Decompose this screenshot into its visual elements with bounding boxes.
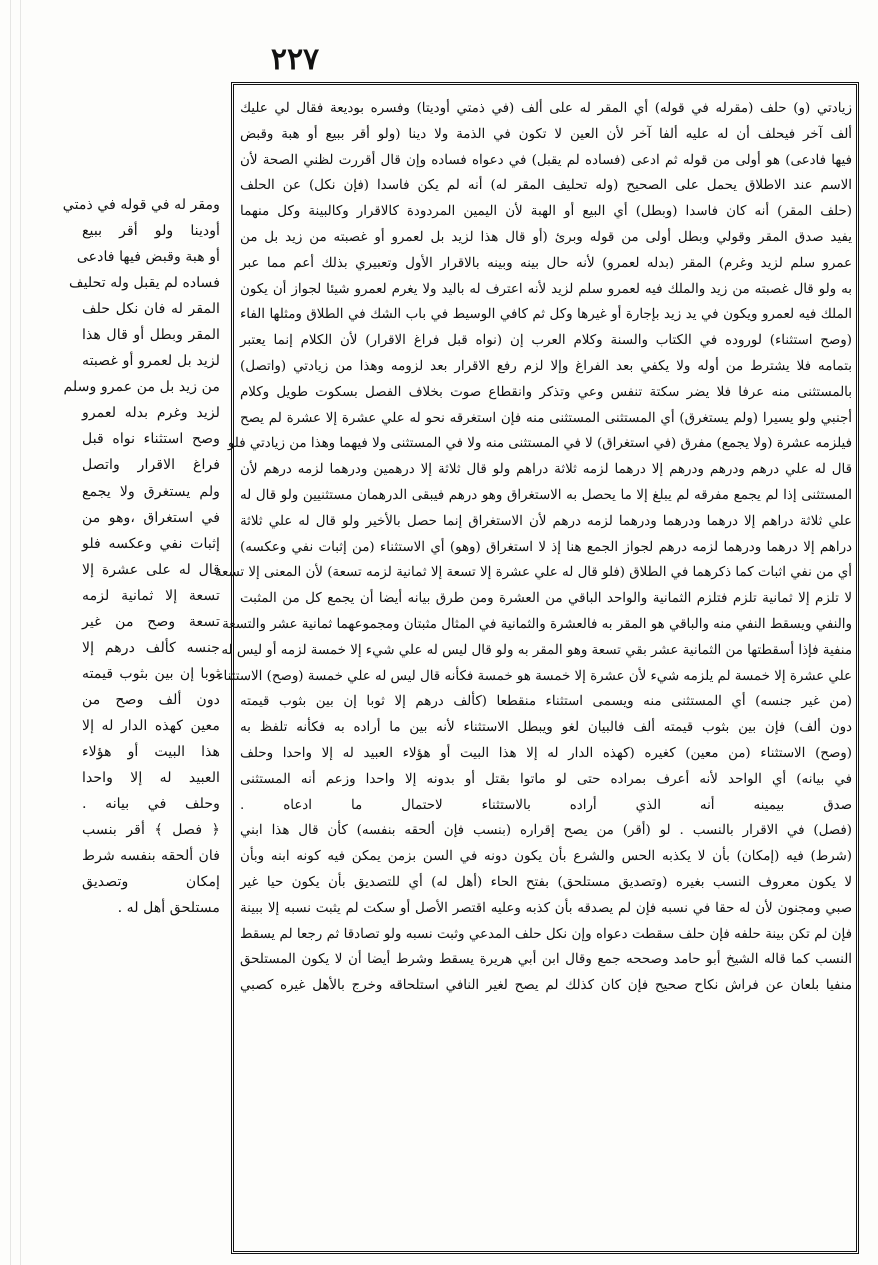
margin-text-line: قال له على عشرة إلا: [82, 561, 220, 578]
scan-edge-line: [10, 0, 11, 1265]
main-text-line: (شرط) فيه (إمكان) بأن لا يكذبه الحس والشرع بأن يكون دونه في السن بزمن يمكن فيه كونه ابنه وبأن: [240, 849, 852, 865]
main-text-line: (حلف المقر) أنه كان فاسدا (وبطل) أي البيع أو الهبة لأن اليمين المردودة كالاقرار وكالبينة وكل منهما: [240, 204, 852, 220]
main-text-line: (فصل) في الاقرار بالنسب . لو (أقر) من يصح إقراره (بنسب فإن ألحقه بنفسه) كأن قال هذا ابني: [240, 823, 852, 839]
margin-text-line: هذا البيت أو هؤلاء: [82, 743, 220, 760]
main-text-line: الملك فيه لعمرو ويكون في يد زيد بإجارة أو غيرها وكل ثم كافي الوسيط في باب الشك في الطلاق ومثلها الفاء: [240, 307, 852, 323]
main-text-line: أي من نفي اثبات كما ذكرهما في الطلاق (فلو قال له علي عشرة إلا تسعة إلا ثمانية لزمه تسعة) لأن المعنى إلا تسعة: [214, 565, 852, 581]
main-text-line: به ولو قال غصبته من زيد والملك فيه لعمرو سلم لزيد لأنه اعترف له باليد ولا يغرم لعمرو شيئا لجواز أن يكون: [240, 281, 852, 297]
main-text-line: الاسم عند الاطلاق يحمل على الصحيح (وله تحليف المقر له) أنه لم يكن فاسدا (فإن نكل) عن الحلف: [240, 178, 852, 194]
margin-text-line: فان ألحقه بنفسه شرط: [82, 848, 220, 865]
margin-text-line: تسعة إلا ثمانية لزمه: [82, 587, 220, 604]
margin-text-line: المقر وبطل أو قال هذا: [82, 327, 220, 344]
main-text-line: عمرو سلم لزيد وغرم) المقر (بدله لعمرو) لأنه حال بينه وبينه بالاقرار الأول وتعبيري بذلك أعم مما عبر: [240, 255, 852, 271]
main-text-line: (وصح) الاستثناء (من معين) كغيره (كهذه الدار له إلا هذا البيت أو هؤلاء العبيد له إلا واحدا وحلف: [240, 745, 852, 761]
main-text-line: صدق بيمينه أنه الذي أراده بالاستثناء لاحتمال ما ادعاه .: [240, 797, 852, 813]
margin-commentary: [62, 192, 220, 917]
main-text-line: النسب كما قاله الشيخ أبو حامد وصححه جمع وقال ابن أبي هريرة يسقط وشرط أيضا أن لا يكون المستلحق: [240, 952, 852, 968]
main-text-line: فيلزمه عشرة (ولا يجمع) مفرق (في استغراق) لا في المستثنى منه ولا في المستثنى ولا فيهما وهذا من زيادتي فلو: [227, 436, 852, 452]
main-text-line: لا تلزم إلا ثمانية تلزم فتلزم الثمانية والواحد الباقي من العشرة ومن طرق بيانه أيضا أن يجمع كل من المثبت: [240, 591, 852, 607]
margin-text-line: في استغراق ،وهو من: [82, 509, 220, 526]
main-text-line: لا يكون معروف النسب بغيره (وتصديق مستلحق) بفتح الحاء (أهل له) أي للتصديق بأن يكون حيا غير: [240, 874, 852, 890]
main-text-line: بتمامه فلا يشترط من أوله ولا يكفي بعد الفراغ وإلا لزم رفع الاقرار بعد لزومه وهذا من زيادتي (واتصل): [240, 358, 852, 374]
main-text-line: فيها فادعى) هو أولى من قوله ثم ادعى (فساده لم يقبل) في دعواه فساده وإن قال أقررت لظني الصحة لأن: [240, 152, 852, 168]
scan-edge-line: [20, 0, 21, 1265]
main-text-line: علي ثلاثة دراهم إلا درهما ودرهما ودرهما لزمه درهم لأن الاستغراق إنما حصل بالأخير ولو قال له علي ثلاثة: [240, 513, 852, 529]
margin-text-line: تسعة وصح من غير: [82, 613, 220, 630]
main-text-line: دراهم إلا درهما ودرهما لزمه درهم لجواز الجمع هنا إذ لا استغراق (وهو) أي الاستثناء (من إثبات نفي وعكسه): [240, 539, 852, 555]
margin-text-line: لزيد بل لعمرو أو غصبته: [82, 353, 220, 370]
margin-text-line: وصح استثناء نواه قبل: [82, 431, 220, 448]
margin-text-line: معين كهذه الدار له إلا: [82, 717, 220, 734]
main-text-line: يفيد صدق المقر وقولي وبطل أولى من قوله وبرئ (أو قال هذا لزيد بل لعمرو أو غصبته من زيد بل من: [240, 229, 852, 245]
margin-text-line: ﴿ فصل ﴾ أقر بنسب: [82, 822, 220, 839]
main-text-line: في بيانه) أي الواحد لأنه أعرف بمراده حتى لو ماتوا بقتل أو بدونه إلا واحدا وزعم أنه المستثنى: [240, 771, 852, 787]
main-text-line: والنفي ويسقط النفي منه والباقي هو المقر به فالعشرة والثمانية في المثال مثبتان ومجموعهما ثمانية عشر والتسعة: [222, 616, 852, 632]
main-text-line: علي عشرة إلا خمسة لم يلزمه شيء لأن عشرة إلا خمسة هو خمسة فكأنه قال ليس له علي خمسة (وصح) الاستثناء: [217, 668, 852, 684]
main-text-line: زيادتي (و) حلف (مقرله في قوله) أي المقر له على ألف (في ذمتي أوديتا) وفسره بوديعة فقال لي عليك: [240, 101, 852, 116]
margin-text-line: ثوبا إن بين بثوب قيمته: [82, 665, 220, 682]
main-text-line: ألف آخر فيحلف أن له عليه ألفا آخر لأن العين لا تكون في الذمة ولا دينا (ولو أقر ببيع أو هبة وقبض: [240, 126, 852, 142]
margin-text-line: إثبات نفي وعكسه فلو: [82, 535, 220, 552]
main-text-line: (وصح استثناء) لوروده في الكتاب والسنة وكلام العرب إن (نواه قبل فراغ الاقرار) لأن الكلام إنما يعتبر: [240, 333, 852, 349]
page-number: ٢٢٧: [270, 42, 320, 77]
margin-text-line: وحلف في بيانه .: [82, 796, 220, 813]
margin-text-line: من زيد بل من عمرو وسلم: [63, 379, 220, 396]
main-text-line: صبي ومجنون لأن له حقا في نسبه فإن لم يصدقه بأن كذبه وعليه اقتصر الأصل أو سكت لم يثبت نسبه إلا ببينة: [240, 900, 852, 916]
margin-text-line: ومقر له في قوله في ذمتي: [62, 197, 220, 213]
margin-text-line: مستلحق أهل له .: [117, 900, 220, 917]
margin-text-line: إمكان وتصديق: [82, 874, 220, 891]
margin-text-line: ولم يستغرق ولا يجمع: [82, 483, 220, 500]
margin-text-line: أو هبة وقبض فيها فادعى: [76, 249, 220, 266]
margin-text-line: فساده لم يقبل وله تحليف: [68, 275, 220, 292]
margin-text-line: جنسه كألف درهم إلا: [82, 639, 220, 656]
main-text-line: قال له علي درهم ودرهم ودرهم إلا درهما لزمه ثلاثة دراهم ولو قال ثلاثة إلا درهمين ودرهما لزمه درهم لأن: [240, 462, 852, 478]
main-text-line: دون ألف) فإن بين بثوب قيمته ألف فالبيان لغو ويبطل الاستثناء لأنه بين ما أراده به فكأنه تلفظ به: [240, 720, 852, 736]
main-text-body: [214, 96, 852, 1246]
main-text-line: بالمستثنى منه عرفا فلا يضر سكتة تنفس وعي وتذكر وانقطاع صوت بخلاف الفصل بسكوت طويل وكلام: [240, 384, 852, 400]
main-text-line: منفيا بلعان عن فراش نكاح صحيح فإن كان كذلك لم يصح لغير النافي استلحاقه وخرج بالأهل غيره كصبي: [240, 978, 852, 994]
margin-text-line: المقر له فان نكل حلف: [82, 301, 220, 318]
main-text-line: فإن لم تكن بينة حلفه فإن حلف سقطت دعواه وإن نكل حلف المدعي وثبت نسبه ولو تصادقا ثم رجعا لم يسقط: [240, 926, 852, 942]
margin-text-line: العبيد له إلا واحدا: [82, 770, 220, 787]
margin-text-line: فراغ الاقرار واتصل: [82, 457, 220, 474]
margin-text-line: أودينا ولو أقر ببيع: [82, 223, 220, 240]
margin-text-line: دون ألف وصح من: [82, 691, 220, 708]
main-text-line: (من غير جنسه) أي المستثنى منه ويسمى استثناء منقطعا (كألف درهم إلا ثوبا إن بين بثوب قيمته: [240, 694, 852, 710]
main-text-line: منفية فإذا أسقطتها من الثمانية عشر بقي تسعة وهو المقر به ولو قال ليس له علي شيء إلا خمسة لزمه أو ليس له: [221, 642, 852, 658]
main-text-line: أجنبي ولو يسيرا (ولم يستغرق) أي المستثنى المستثنى منه فإن استغرقه نحو له علي عشرة إلا عشرة لم يصح: [240, 410, 852, 426]
main-text-line: المستثنى إذا لم يجمع مفرقه لم يبلغ إلا ما يحصل به الاستغراق وهو درهم فيبقى الدرهمان مستثنيين ولو قال له: [240, 487, 852, 503]
margin-text-line: لزيد وغرم بدله لعمرو: [82, 405, 220, 422]
